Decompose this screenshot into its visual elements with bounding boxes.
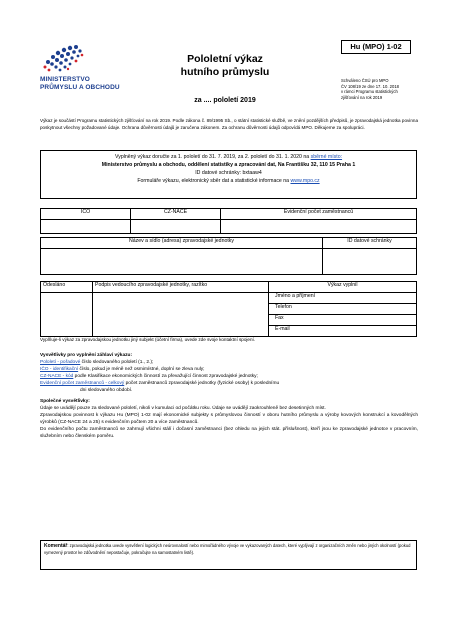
- logo-line-1: MINISTERSTVO: [40, 76, 90, 83]
- ministry-address: Ministerstvo průmyslu a obchodu, oddělení statistiky a zpracování dat, Na Františku 32, 110 15 Praha 1: [101, 162, 356, 168]
- approval-line-3: v rámci Programu statistických: [341, 89, 398, 95]
- explain-item-period: [40, 359, 418, 366]
- ico-field[interactable]: [41, 220, 131, 234]
- desc-employees: počet zaměstnanců zpravodajské jednotky (fyzické osoby) k poslednímu: [124, 381, 280, 386]
- sent-header: Odesláno: [41, 282, 93, 293]
- form-title: [140, 53, 310, 79]
- term-nace: CZ-NACE - kód: [40, 374, 74, 379]
- approval-line-4: zjišťování na rok 2019: [341, 94, 383, 100]
- desc-employees-cont: dni sledovaného období.: [80, 388, 133, 393]
- comment-label: Komentář: [44, 543, 68, 549]
- comment-box[interactable]: [40, 540, 417, 570]
- explanations-section: [40, 352, 418, 440]
- title-line-2: hutního průmyslu: [180, 66, 270, 78]
- data-box-field[interactable]: [323, 249, 417, 275]
- collection-point-link[interactable]: sběrné místo:: [310, 154, 343, 160]
- forms-info-text: Formuláře výkazu, elektronický sběr dat a statistické informace na: [137, 178, 290, 184]
- mpo-website-link[interactable]: www.mpo.cz: [290, 178, 320, 184]
- deadline-text: Vyplněný výkaz doručte za 1. pololetí do 31. 7. 2019, za 2. pololetí do 31. 1. 2020 na: [114, 154, 310, 160]
- data-box-id: ID datové schránky: bxtaaw4: [195, 170, 262, 176]
- term-period: Pololetí - pořadové: [40, 360, 81, 365]
- ministry-logo: [40, 42, 130, 91]
- signature-field[interactable]: [93, 293, 269, 337]
- unit-name-header: Název a sídlo (adresa) zpravodajské jednotky: [41, 238, 323, 249]
- explain-item-nace: [40, 373, 418, 380]
- contact-fax-label: Fax: [269, 315, 417, 326]
- contact-email-label: E-mail: [269, 326, 417, 337]
- deadline-box: [40, 150, 417, 199]
- approval-note: [341, 78, 431, 100]
- form-subtitle: za .... pololetí 2019: [194, 97, 256, 104]
- data-box-header: ID datové schránky: [323, 238, 417, 249]
- common-para-2: Zpravodajskou povinnost k výkazu Hu (MPO) 1-02 mají ekonomické subjekty s průmyslovou činností v oboru hutního průmyslu a výroby kovových konstrukcí a kovodělných výrobků (CZ-NACE 24 a 25) s evidenčním počtem 20 a více zaměstnanců.: [40, 413, 418, 425]
- explain-item-ico: [40, 366, 418, 373]
- identification-table: [40, 208, 417, 234]
- deadline-line-1: [41, 153, 416, 161]
- header-explanations-heading: Vysvětlivky pro vyplnění záhlaví výkazu:: [40, 353, 133, 358]
- deadline-line-4: [41, 177, 416, 185]
- contact-phone-label: Telefon: [269, 304, 417, 315]
- contact-name-label: Jméno a příjmení: [269, 293, 417, 304]
- desc-period: číslo sledovaného pololetí (1., 2.);: [80, 360, 154, 365]
- term-ico: IČO - identifikační: [40, 367, 79, 372]
- logo-text: [40, 76, 130, 91]
- desc-ico: číslo, pokud je méně než osmimístné, doplní se zleva nuly;: [78, 367, 205, 372]
- common-explanations-heading: Společné vysvětlivky:: [40, 399, 90, 404]
- form-code-box: Hu (MPO) 1-02: [341, 40, 411, 54]
- cz-nace-header: CZ-NACE: [131, 209, 221, 220]
- signature-header: Podpis vedoucího zpravodajské jednotky, razítko: [93, 282, 269, 293]
- employee-count-field[interactable]: [221, 220, 417, 234]
- signature-table: [40, 281, 417, 337]
- unit-name-field[interactable]: [41, 249, 323, 275]
- sent-date-field[interactable]: [41, 293, 93, 337]
- logo-line-2: PRŮMYSLU A OBCHODU: [40, 83, 120, 91]
- cz-nace-field[interactable]: [131, 220, 221, 234]
- ico-header: IČO: [41, 209, 131, 220]
- approval-line-2: ČV 108/19 ze dne 17. 10. 2018: [341, 83, 399, 89]
- approval-line-1: Schváleno ČSÚ pro MPO: [341, 78, 389, 83]
- filled-by-header: Výkaz vyplnil: [269, 282, 417, 293]
- contact-note: Vyplňuje-li výkaz za zpravodajskou jednotku jiný subjekt (účetní firma), uvede zde svoje kontaktní spojení.: [40, 337, 256, 342]
- unit-name-table: [40, 237, 417, 275]
- term-employees: Evidenční počet zaměstnanců - celkový: [40, 381, 125, 386]
- intro-paragraph: Výkaz je součástí Programu statistických zjišťování na rok 2019. Podle zákona č. 89/1995 Sb., o státní statistické službě, ve znění pozdějších předpisů, je zpravodajská jednotka povinna poskytnout všechny požadované údaje. Ochrana důvěrnosti údajů je zaručena zákonem. Za ochranu důvěrnosti údajů odpovídá MPO. Děkujeme za spolupráci.: [40, 118, 418, 130]
- employee-count-header: Evidenční počet zaměstnanců: [221, 209, 417, 220]
- common-para-3: Do evidenčního počtu zaměstnanců se zahrnují všichni stálí i dočasní zaměstnanci (bez ohledu na jejich stát. příslušnost), kteří jsou ke zpravodajské jednotce v pracovním, služebním nebo členském poměru.: [40, 427, 418, 439]
- common-para-1: Údaje se uvádějí pouze za sledované pololetí, nikoli v kumulaci od počátku roku. Údaje se uvádějí zaokrouhleně bez desetinných míst.: [40, 406, 326, 411]
- desc-nace: podle Klasifikace ekonomických činností za převažující činnost zpravodajské jednotky;: [73, 374, 258, 379]
- title-line-1: Pololetní výkaz: [187, 53, 263, 65]
- explain-item-employees: [40, 380, 418, 387]
- logo-emblem-icon: [40, 42, 86, 74]
- comment-hint: : zpravodajská jednotka uvede vysvětlení logických neúrovnalostí nebo mimořádného vývoje ve vykazovaných datech, které vyplývají z organizačních změn nebo jiných okolností (pokud vymezený prostor ke zdůvodnění nepostačuje, pokračujte na samostatném listě).: [44, 543, 411, 555]
